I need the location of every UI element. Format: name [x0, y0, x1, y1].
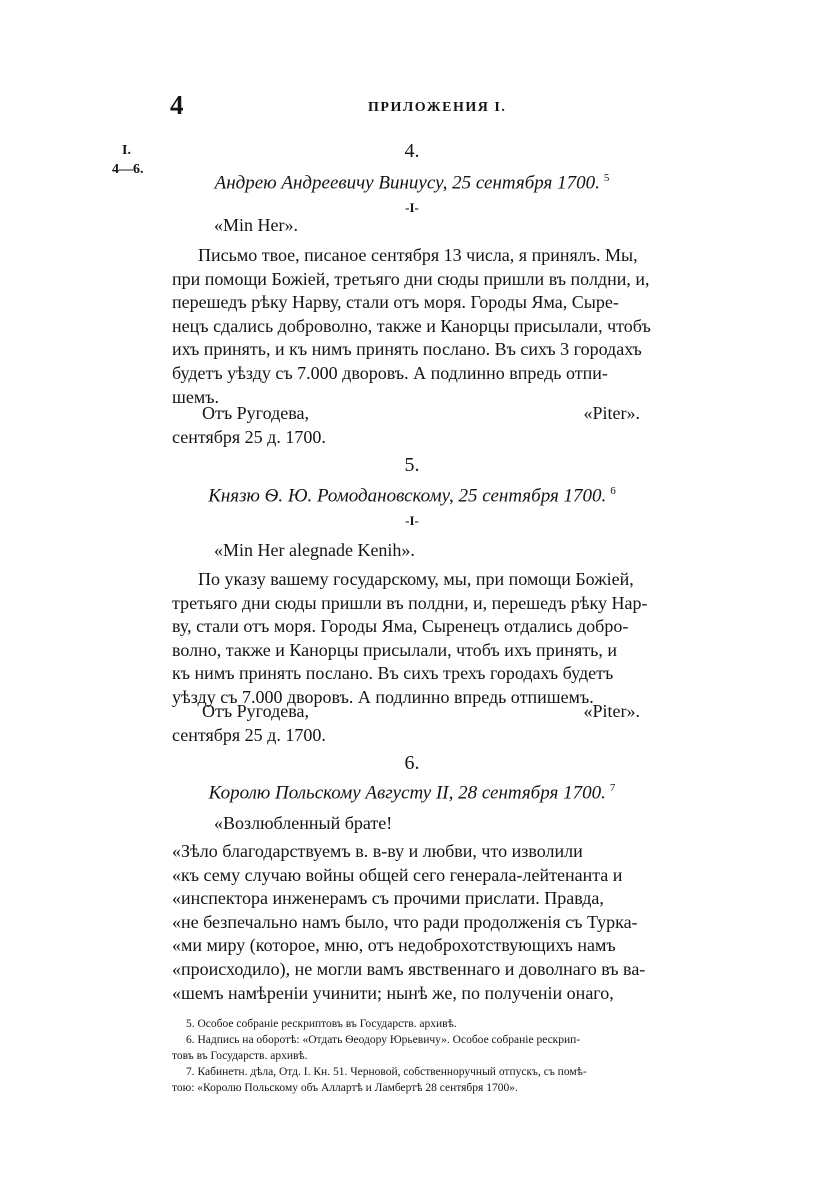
- letter-line: «шемъ намѣреніи учинити; нынѣ же, по полученіи онаго,: [172, 982, 614, 1003]
- salutation: «Возлюбленный брате!: [214, 813, 393, 833]
- footnotes: [172, 1016, 652, 1096]
- footnote: тою: «Королю Польскому объ Аллартѣ и Ламбертѣ 28 сентября 1700».: [172, 1082, 518, 1094]
- letter-line: «Зѣло благодарствуемъ в. в-ву и любви, что изволили: [172, 841, 583, 861]
- letter-line: «не безпечально намъ было, что ради продолженія съ Турка-: [172, 911, 638, 932]
- letter-line: ихъ принять, и къ нимъ принять послано. Въ сихъ 3 городахъ: [172, 339, 642, 360]
- running-head: ПРИЛОЖЕНИЯ I.: [368, 100, 507, 115]
- letter-line: «къ сему случаю войны общей сего генерала-лейтенанта и: [172, 864, 623, 885]
- footnote-ref: 6: [610, 485, 616, 497]
- letter-number: 5.: [404, 454, 420, 476]
- signoff-date: сентября 25 д. 1700.: [172, 725, 326, 745]
- signoff-date: сентября 25 д. 1700.: [172, 427, 326, 447]
- letter-body: [172, 568, 652, 710]
- signoff-name: «Piter».: [583, 701, 640, 721]
- letter-line: ву, стали отъ моря. Городы Яма, Сыренецъ отдались добро-: [172, 616, 629, 637]
- salutation: «Min Her alegnade Kenih».: [214, 540, 415, 560]
- letter-line: третьяго дни сюды пришли въ полдни, и, перешедъ рѣку Нар-: [172, 592, 648, 613]
- letter-line: перешедъ рѣку Нарву, стали отъ моря. Городы Яма, Сырe-: [172, 292, 619, 313]
- letter-number: 4.: [404, 140, 420, 162]
- salutation: «Min Her».: [214, 215, 298, 235]
- letter-heading: [172, 172, 652, 194]
- page-number: 4: [170, 90, 184, 120]
- letter-line: По указу вашему государскому, мы, при помощи Божіей,: [198, 569, 634, 589]
- margin-volume: I.: [122, 143, 131, 158]
- footnote-ref: 7: [609, 782, 616, 794]
- letter-line: шемъ.: [172, 386, 220, 407]
- letter-heading: [172, 782, 652, 804]
- footnote-ref: 5: [603, 172, 610, 184]
- letter-line: «ми миру (которое, мню, отъ недоброхотствующихъ намъ: [172, 935, 616, 956]
- letter-line: нецъ сдались доброволно, также и Канорцы присылали, чтобъ: [172, 315, 651, 336]
- margin-range: 4—6.: [112, 162, 144, 177]
- letter-line: Письмо твое, писаное сентября 13 числа, я принялъ. Мы,: [198, 245, 638, 265]
- section-ornament: -I-: [405, 200, 419, 215]
- letter-line: къ нимъ принять послано. Въ сихъ трехъ городахъ будетъ: [172, 663, 614, 684]
- letter-line: уѣзду съ 7.000 дворовъ. А подлинно впредь отпишемъ.: [172, 686, 594, 707]
- section-ornament: -I-: [405, 513, 419, 528]
- letter-heading: [172, 485, 652, 507]
- letter-line: «происходило), не могли вамъ явственнаго и доволнаго въ ва-: [172, 958, 646, 979]
- letter-line: при помощи Божіей, третьяго дни сюды пришли въ полдни, и,: [172, 268, 650, 289]
- letter-number: 6.: [404, 752, 420, 774]
- letter-heading-text: Князю Ѳ. Ю. Ромодановскому, 25 сентября 1700.: [208, 485, 607, 507]
- signoff-name: «Piter».: [583, 403, 640, 423]
- signoff-place: Отъ Ругодева,: [202, 701, 309, 721]
- footnote: товъ въ Государств. архивѣ.: [172, 1050, 308, 1062]
- letter-line: волно, также и Канорцы присылали, чтобъ ихъ принять, и: [172, 639, 617, 660]
- letter-body: [172, 840, 652, 1005]
- letter-heading-text: Андрею Андреевичу Виниусу, 25 сентября 1700.: [214, 172, 600, 194]
- letter-heading-text: Королю Польскому Августу II, 28 сентября 1700.: [208, 782, 606, 804]
- letter-line: будетъ уѣзду съ 7.000 дворовъ. А подлинно впредь отпи-: [172, 362, 608, 383]
- footnote: 7. Кабинетн. дѣла, Отд. I. Кн. 51. Черновой, собственноручный отпускъ, съ помѣ-: [186, 1066, 587, 1078]
- footnote: 5. Особое собраніе рескриптовъ въ Государств. архивѣ.: [186, 1018, 457, 1030]
- signoff-place: Отъ Ругодева,: [202, 403, 309, 423]
- letter-body: [172, 244, 652, 409]
- letter-line: «инспектора инженерамъ съ прочими прислати. Правда,: [172, 888, 604, 909]
- footnote: 6. Надпись на оборотѣ: «Отдать Ѳеодору Юрьевичу». Особое собраніе рескрип-: [186, 1034, 581, 1046]
